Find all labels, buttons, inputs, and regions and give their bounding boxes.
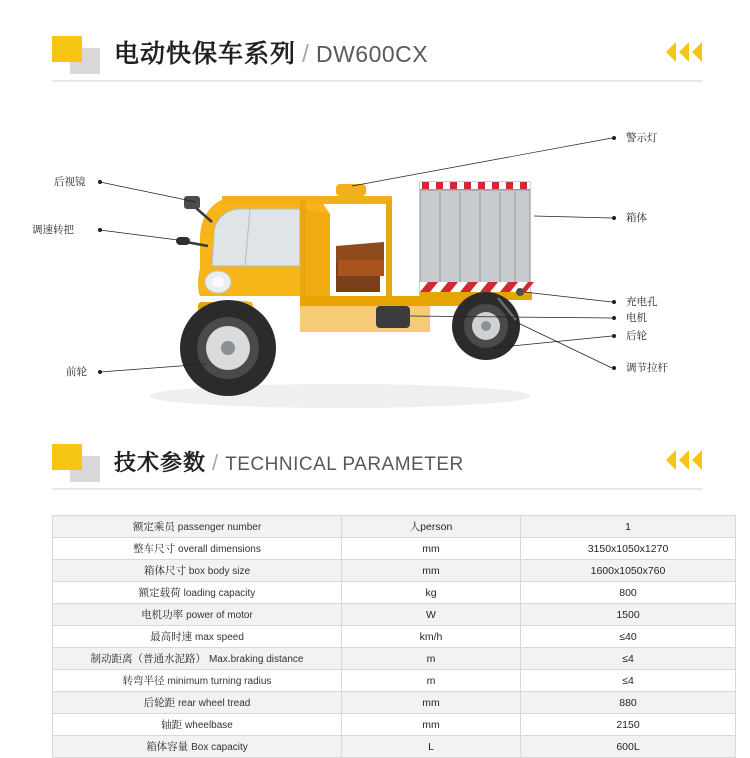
spec-name-cell	[53, 648, 342, 670]
spec-name-cn: 箱体尺寸	[143, 565, 186, 577]
chevron-left-icon	[679, 42, 689, 62]
spec-name-cell	[53, 604, 342, 626]
rear-wheel	[452, 292, 520, 360]
spec-name-cn: 最高时速	[150, 631, 193, 643]
spec-value-cell: ≤4	[521, 670, 736, 692]
spec-name-cell	[53, 516, 342, 538]
spec-unit-cell: W	[342, 604, 521, 626]
callout-label-rear-mirror: 后视镜	[54, 176, 86, 188]
callout-dot	[612, 366, 616, 370]
table-row	[53, 670, 736, 692]
chevron-left-icon-group-2	[666, 450, 702, 470]
spec-name-cn: 额定乘员	[132, 521, 175, 533]
seat	[336, 242, 384, 292]
callout-dot	[612, 316, 616, 320]
spec-value-cell: 600L	[521, 736, 736, 758]
page-title-slash: /	[302, 40, 310, 68]
table-row	[53, 648, 736, 670]
front-wheel	[180, 300, 276, 396]
table-row	[53, 692, 736, 714]
callout-label-throttle: 调速转把	[32, 224, 74, 236]
spec-unit-cell: mm	[342, 560, 521, 582]
header-marks	[52, 36, 108, 76]
callout-label-front-wheel: 前轮	[66, 366, 87, 378]
spec-unit-cell: mm	[342, 538, 521, 560]
spec-unit-cell: m	[342, 648, 521, 670]
yellow-square-mark	[52, 444, 82, 470]
spec-name-cn: 轴距	[161, 719, 183, 731]
spec-unit-cell: km/h	[342, 626, 521, 648]
spec-unit-cell: kg	[342, 582, 521, 604]
spec-name-en: overall dimensions	[178, 544, 261, 555]
callout-label-motor: 电机	[626, 312, 647, 324]
section-title-en: TECHNICAL PARAMETER	[225, 454, 464, 475]
table-row	[53, 560, 736, 582]
callout-label-rear-wheel: 后轮	[626, 330, 647, 342]
spec-table-wrapper	[52, 515, 698, 758]
spec-name-en: minimum turning radius	[167, 676, 272, 687]
spec-name-cn: 整车尺寸	[133, 543, 176, 555]
spec-value-cell: 800	[521, 582, 736, 604]
spec-name-cn: 箱体容量	[146, 741, 189, 753]
chevron-left-icon-group	[666, 42, 702, 62]
spec-name-cell	[53, 538, 342, 560]
header-marks-2	[52, 444, 108, 484]
spec-name-cell	[53, 736, 342, 758]
chevron-left-icon	[666, 42, 676, 62]
cargo-box	[420, 182, 534, 300]
spec-name-en: power of motor	[186, 610, 253, 621]
spec-name-cn: 额定载荷	[138, 587, 181, 599]
table-row	[53, 582, 736, 604]
page-title-en: DW600CX	[315, 41, 429, 67]
callout-label-warning-light: 警示灯	[626, 132, 658, 144]
callout-dot	[612, 136, 616, 140]
table-row	[53, 604, 736, 626]
page-title-cn: 电动快保车系列	[114, 40, 297, 68]
spec-name-en: box body size	[188, 566, 251, 577]
vehicle-illustration	[0, 96, 750, 426]
section-title-slash: /	[212, 450, 220, 475]
table-row	[53, 714, 736, 736]
spec-unit-cell: mm	[342, 692, 521, 714]
chevron-left-icon	[679, 450, 689, 470]
spec-name-cell	[53, 692, 342, 714]
spec-unit-cell: mm	[342, 714, 521, 736]
callout-dot	[98, 180, 102, 184]
spec-name-cn: 后轮距	[143, 697, 176, 709]
callout-label-charging-port: 充电孔	[626, 296, 658, 308]
spec-value-cell: 1	[521, 516, 736, 538]
section-divider	[52, 488, 702, 490]
spec-unit-cell: 人person	[342, 516, 521, 538]
chevron-left-icon	[692, 450, 702, 470]
rear-mirror	[184, 196, 212, 222]
spec-value-cell: ≤4	[521, 648, 736, 670]
spec-name-en: Box capacity	[191, 742, 248, 753]
spec-name-cell	[53, 626, 342, 648]
motor	[376, 306, 410, 328]
section-title	[114, 446, 464, 477]
spec-name-cn: 电机功率	[141, 609, 184, 621]
series-header	[0, 36, 750, 82]
spec-unit-cell: L	[342, 736, 521, 758]
tech-parameter-header	[0, 444, 750, 490]
header-divider	[52, 80, 702, 82]
spec-name-cn: 制动距离（普通水泥路）	[90, 653, 207, 665]
spec-value-cell: 1500	[521, 604, 736, 626]
table-row	[53, 538, 736, 560]
spec-unit-cell: m	[342, 670, 521, 692]
section-title-cn: 技术参数	[114, 450, 207, 475]
spec-name-cn: 转弯半径	[122, 675, 165, 687]
charging-port	[516, 288, 524, 296]
page-title	[114, 34, 428, 70]
spec-name-cell	[53, 560, 342, 582]
spec-name-cell	[53, 714, 342, 736]
spec-name-en: max speed	[195, 632, 244, 643]
spec-name-en: wheelbase	[185, 720, 233, 731]
spec-name-en: rear wheel tread	[178, 698, 251, 709]
spec-table	[52, 515, 736, 758]
chevron-left-icon	[692, 42, 702, 62]
spec-value-cell: 2150	[521, 714, 736, 736]
spec-name-en: Max.braking distance	[208, 654, 304, 665]
spec-value-cell: ≤40	[521, 626, 736, 648]
table-row	[53, 736, 736, 758]
chevron-left-icon	[666, 450, 676, 470]
warning-light	[336, 184, 366, 196]
spec-value-cell: 880	[521, 692, 736, 714]
callout-dot	[612, 216, 616, 220]
callout-dot	[98, 370, 102, 374]
table-row	[53, 626, 736, 648]
callout-dot	[612, 300, 616, 304]
spec-name-cell	[53, 670, 342, 692]
product-photo	[0, 96, 750, 426]
spec-name-en: loading capacity	[183, 588, 256, 599]
callout-label-box-body: 箱体	[626, 212, 647, 224]
spec-value-cell: 3150x1050x1270	[521, 538, 736, 560]
spec-name-cell	[53, 582, 342, 604]
spec-value-cell: 1600x1050x760	[521, 560, 736, 582]
callout-dot	[612, 334, 616, 338]
spec-name-en: passenger number	[177, 522, 262, 533]
table-row	[53, 516, 736, 538]
callout-dot	[98, 228, 102, 232]
yellow-square-mark	[52, 36, 82, 62]
callout-label-adjust-rod: 调节拉杆	[626, 362, 668, 374]
